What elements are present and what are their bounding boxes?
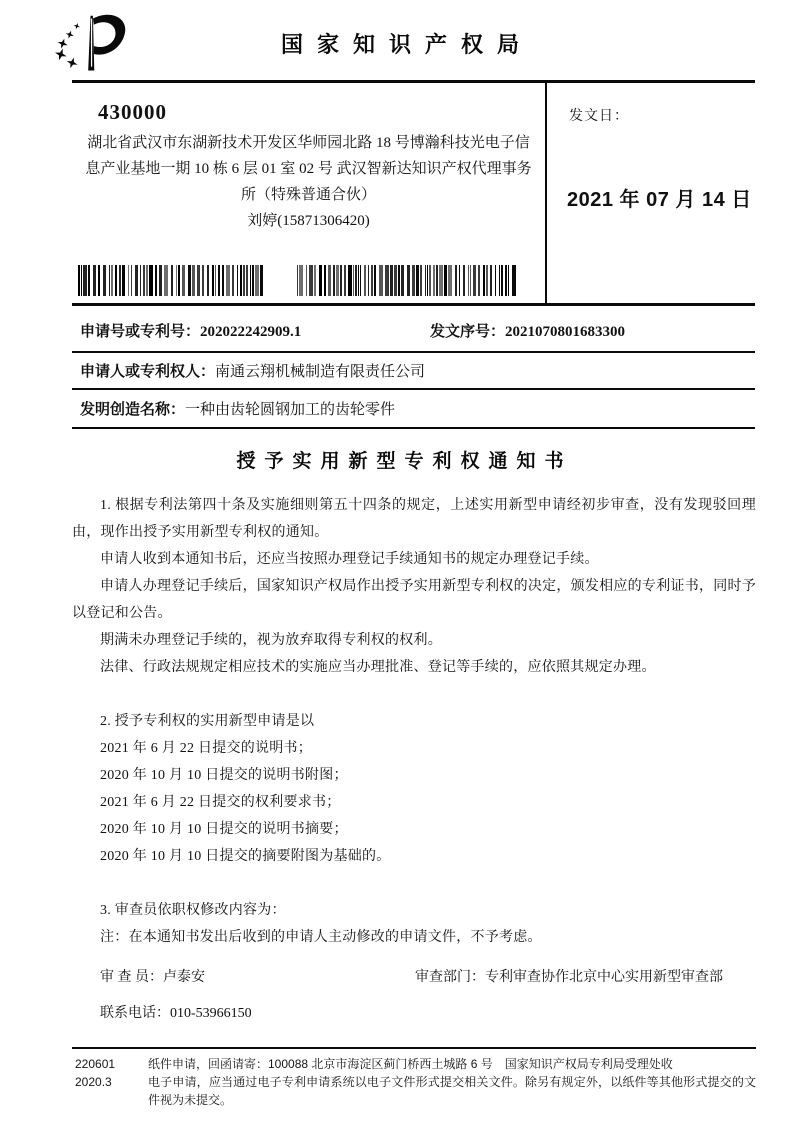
dispatch-serial-value: 2021070801683300 (505, 323, 626, 340)
filing-basis-item: 2020 年 10 月 10 日提交的说明书附图； (100, 768, 348, 783)
applicant-row (72, 353, 755, 390)
applicant-value: 南通云翔机械制造有限责任公司 (215, 364, 426, 380)
recipient-address (72, 130, 545, 234)
filing-basis-item: 2021 年 6 月 22 日提交的说明书； (100, 741, 312, 756)
invention-title-label: 发明创造名称： (80, 402, 186, 418)
recipient-address-panel (72, 83, 545, 303)
examiner-cell (72, 966, 415, 986)
barcode-left (78, 265, 264, 296)
notice-title: 授予实用新型专利权通知书 (236, 451, 573, 472)
address-line: 息产业基地一期 10 栋 6 层 01 室 02 号 武汉智新达知识产权代理事务 (85, 161, 532, 177)
body-paragraph: 1. 根据专利法第四十条及实施细则第五十四条的规定，上述实用新型申请经初步审查，没有发现驳回理由，现作出授予实用新型专利权的通知。 (72, 498, 756, 540)
agent-contact-line: 刘婷(15871306420) (247, 213, 370, 229)
section2-intro: 2. 授予专利权的实用新型申请是以 (100, 714, 315, 729)
dispatch-date-value: 2021 年 07 月 14 日 (567, 189, 752, 211)
phone-row (72, 1002, 756, 1022)
applicant-label: 申请人或专利权人： (80, 364, 216, 380)
dispatch-serial-cell (430, 320, 625, 341)
body-paragraph: 法律、行政法规规定相应技术的实施应当办理批准、登记等手续的，应依照其规定办理。 (100, 660, 656, 675)
application-number-label: 申请号或专利号： (80, 323, 201, 340)
application-number-value: 202022242909.1 (200, 323, 302, 340)
examiner-name: 卢泰安 (163, 970, 205, 985)
invention-title-row (72, 390, 755, 429)
body-paragraph: 申请人收到本通知书后，还应当按照办理登记手续通知书的规定办理登记手续。 (100, 552, 599, 567)
electronic-filing-note: 电子申请，应当通过电子专利申请系统以电子文件形式提交相关文件。除另有规定外，以纸件等其他形式提交的文件视为未提交。 (148, 1075, 756, 1107)
paper-filing-note: 纸件申请，回函请寄：100088 北京市海淀区蓟门桥西土城路 6 号 国家知识产权局专利局受理处收 (148, 1057, 673, 1071)
address-date-section (72, 80, 755, 306)
section3-note: 注：在本通知书发出后收到的申请人主动修改的申请文件，不予考虑。 (100, 930, 542, 945)
examiner-row (72, 966, 756, 986)
department-label: 审查部门： (415, 970, 485, 985)
barcode-right (297, 265, 516, 296)
filing-basis-item: 2020 年 10 月 10 日提交的摘要附图为基础的。 (100, 849, 391, 864)
address-line: 湖北省武汉市东湖新技术开发区华师园北路 18 号博瀚科技光电子信 (87, 135, 530, 151)
dispatch-date-panel (545, 83, 755, 303)
form-code: 220601 (75, 1057, 116, 1071)
postal-code: 430000 (98, 100, 167, 124)
department-cell (415, 966, 723, 986)
case-info-table (72, 309, 755, 429)
phone-label: 联系电话： (100, 1006, 170, 1021)
dispatch-serial-label: 发文序号： (430, 323, 506, 340)
dispatch-date-label: 发文日： (569, 109, 629, 124)
body-paragraph: 申请人办理登记手续后，国家知识产权局作出授予实用新型专利权的决定，颁发相应的专利证书，同时予以登记和公告。 (72, 579, 756, 621)
filing-basis-item: 2020 年 10 月 10 日提交的说明书摘要； (100, 822, 348, 837)
body-paragraph: 期满未办理登记手续的，视为放弃取得专利权的权利。 (100, 633, 442, 648)
invention-title-value: 一种由齿轮圆钢加工的齿轮零件 (185, 402, 396, 418)
document-footer (72, 1047, 756, 1109)
address-line: 所（特殊普通合伙） (240, 187, 376, 203)
form-version: 2020.3 (75, 1075, 112, 1089)
org-title: 国家知识产权局 (280, 32, 533, 57)
department-value: 专利审查协作北京中心实用新型审查部 (485, 970, 723, 985)
phone-value: 010-53966150 (170, 1006, 252, 1021)
section3-heading: 3. 审查员依职权修改内容为： (100, 903, 286, 918)
footer-notes (148, 1055, 756, 1109)
filing-basis-item: 2021 年 6 月 22 日提交的权利要求书； (100, 795, 341, 810)
examiner-block (72, 966, 756, 1022)
notice-body (72, 492, 756, 951)
document-header (0, 0, 800, 80)
application-number-cell (80, 320, 430, 341)
examiner-label: 审 查 员： (100, 970, 163, 985)
application-number-row (72, 309, 755, 353)
form-code-block (72, 1055, 148, 1109)
